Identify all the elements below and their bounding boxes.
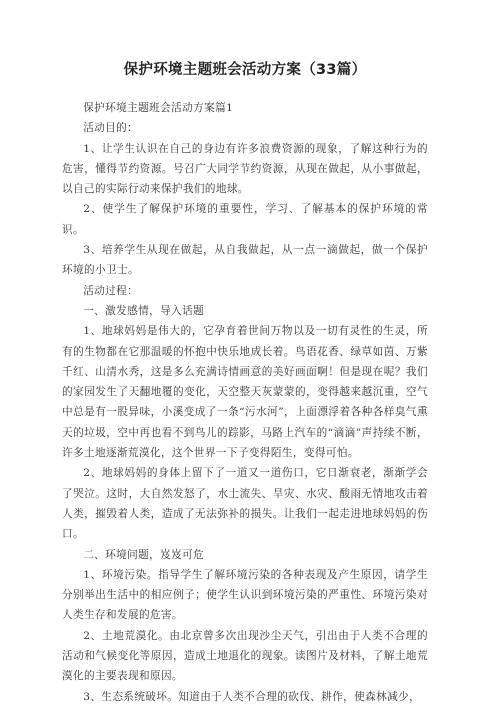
paragraph: 3、培养学生从现在做起，从自我做起，从一点一滴做起，做一个保护环境的小卫士。 — [62, 244, 428, 277]
subheading: 二、环境问题，岌岌可危 — [83, 548, 205, 561]
document-title: 保护环境主题班会活动方案（33篇） — [123, 62, 367, 78]
paragraph: 活动目的： — [83, 122, 139, 135]
paragraph: 活动过程： — [83, 284, 139, 297]
paragraph: 1、环境污染。指导学生了解环境污染的各种表现及产生原因，请学生分别举出生活中的相应例子；使学生认识到环境污染的严重性、环境污染对人类生存和发展的危害。 — [62, 568, 428, 622]
section-heading: 保护环境主题班会活动方案篇1 — [83, 102, 234, 114]
document-body — [62, 98, 428, 707]
subheading: 一、激发感情，导入话题 — [83, 304, 205, 317]
paragraph: 2、使学生了解保护环境的重要性，学习、了解基本的保护环境的常识。 — [62, 203, 428, 236]
paragraph: 3、生态系统破坏。知道由于人类不合理的砍伐、耕作，使森林减少， — [83, 690, 421, 703]
paragraph: 1、地球妈妈是伟大的，它孕育着世间万物以及一切有灵性的生灵，所有的生物都在它那温暖的怀抱中快乐地成长着。鸟语花香、绿草如茵、万紫千红、山清水秀，这是多么充满诗情画意的美好画面啊！但是现在呢？我们的家园发生了天翻地覆的变化，天空整天灰蒙蒙的，变得越来越沉重，空气中总是有一股异味，小溪变成了一条“污水河”，上面漂浮着各种各样臭气熏天的垃圾，空中再也看不到鸟儿的踪影，马路上汽车的“滴滴”声持续不断，许多土地逐渐荒漠化，这个世界一下子变得陌生，变得可怕。 — [62, 325, 428, 460]
paragraph: 1、让学生认识在自己的身边有许多浪费资源的现象，了解这种行为的危害，懂得节约资源。号召广大同学节约资源，从现在做起，从小事做起，以自己的实际行动来保护我们的地球。 — [62, 142, 428, 196]
paragraph: 2、土地荒漠化。由北京曾多次出现沙尘天气，引出由于人类不合理的活动和气候变化等原因，造成土地退化的现象。读图片及材料，了解土地荒漠化的主要表现和原因。 — [62, 629, 428, 683]
paragraph: 2、地球妈妈的身体上留下了一道又一道伤口，它日渐衰老，渐渐学会了哭泣。这时，大自然发怒了，水土流失、旱灾、水灾、酸雨无情地攻击着人类，摧毁着人类，造成了无法弥补的损失。让我们一起走进地球妈妈的伤口。 — [62, 467, 428, 541]
